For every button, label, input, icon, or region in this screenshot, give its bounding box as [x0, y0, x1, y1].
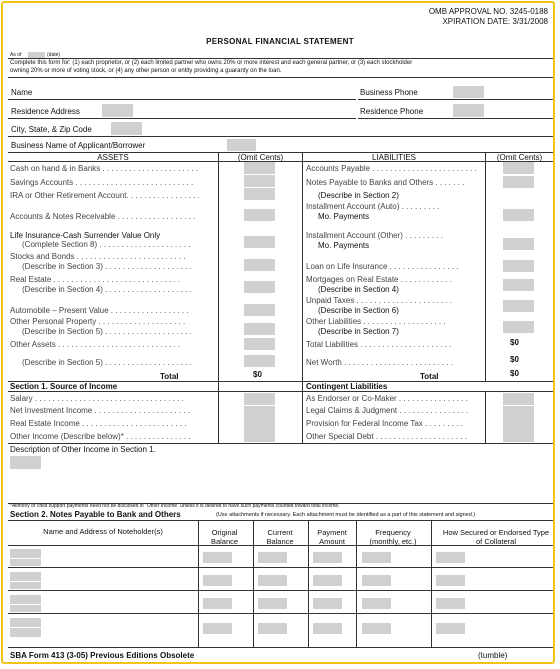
liability-other-label: Other Liabilities . . . . . . . . . . . . . . . . . . .	[306, 317, 446, 326]
business-phone-field[interactable]	[453, 86, 484, 98]
contingent-heading: Contingent Liabilities	[306, 382, 388, 391]
column-noteholder: Name and Address of Noteholder(s)	[43, 527, 163, 536]
liability-mortgages-note: (Describe in Section 4)	[318, 285, 399, 294]
payment-amount-field-4[interactable]	[313, 623, 342, 634]
omb-approval: OMB APPROVAL NO. 3245-0188	[428, 7, 548, 16]
asset-ira-field[interactable]	[244, 188, 275, 200]
liability-other-field[interactable]	[503, 321, 534, 333]
asset-automobile-field[interactable]	[244, 304, 275, 316]
liability-accounts-payable-label: Accounts Payable . . . . . . . . . . . . . . . . . . . . . . . .	[306, 164, 477, 173]
rule	[8, 613, 553, 614]
total-liabilities-label: Total Liabilities . . . . . . . . . . . . . . . . . . . . .	[306, 340, 452, 349]
current-balance-field-2[interactable]	[258, 575, 287, 586]
current-balance-field-4[interactable]	[258, 623, 287, 634]
asset-receivable-field[interactable]	[244, 209, 275, 221]
income-salary-field[interactable]	[244, 393, 275, 405]
rule	[8, 545, 553, 546]
income-real-estate-label: Real Estate Income . . . . . . . . . . . . . . . . . . . . . . . .	[10, 419, 187, 428]
assets-heading: ASSETS	[97, 153, 129, 162]
page-title: PERSONAL FINANCIAL STATEMENT	[206, 37, 354, 46]
asset-stocks-label: Stocks and Bonds . . . . . . . . . . . . . . . . . . . . . . . . .	[10, 252, 186, 261]
noteholder-field-2a[interactable]	[10, 572, 41, 581]
income-other-field[interactable]	[244, 430, 275, 442]
rule	[8, 590, 553, 591]
noteholder-field-3b[interactable]	[10, 605, 41, 612]
liability-other-payments-label: Mo. Payments	[318, 241, 370, 250]
liability-mortgages-field[interactable]	[503, 279, 534, 291]
noteholder-field-2b[interactable]	[10, 582, 41, 589]
business-phone-label: Business Phone	[360, 88, 418, 97]
asset-automobile-label: Automobile – Present Value . . . . . . . . . . . . . . . . . .	[10, 306, 189, 315]
asset-real-estate-note: (Describe in Section 4) . . . . . . . . . . . . . . . . . . . .	[22, 285, 192, 294]
expiration-date: XPIRATION DATE: 3/31/2008	[442, 17, 548, 26]
rule	[358, 99, 553, 100]
liability-installment-auto-label: Installment Account (Auto) . . . . . . . . .	[306, 202, 440, 211]
column-current-balance: Current Balance	[266, 528, 294, 546]
asset-ira-label: IRA or Other Retirement Account. . . . . . . . . . . . . . . . .	[10, 191, 200, 200]
liability-notes-payable-field[interactable]	[503, 176, 534, 188]
contingent-special-debt-label: Other Special Debt . . . . . . . . . . . . . . . . . . . . .	[306, 432, 467, 441]
assets-total-value: $0	[253, 370, 262, 379]
assets-omit-cents: (Omit Cents)	[237, 153, 284, 162]
city-state-zip-label: City, State, & Zip Code	[11, 125, 92, 134]
liability-accounts-payable-field[interactable]	[503, 162, 534, 174]
alimony-note: *Alimony or child support payments need not be disclosed in "Other Income" unless it is desired to have such payments counted toward total income.	[10, 503, 340, 509]
residence-address-field[interactable]	[102, 104, 133, 117]
liability-taxes-label: Unpaid Taxes . . . . . . . . . . . . . . . . . . . . . .	[306, 296, 453, 305]
asset-other-field[interactable]	[244, 338, 275, 350]
contingent-tax-field[interactable]	[503, 418, 534, 430]
original-balance-field-4[interactable]	[203, 623, 232, 634]
total-liabilities-value: $0	[510, 338, 519, 347]
asset-stocks-field[interactable]	[244, 259, 275, 271]
rule	[8, 77, 553, 78]
as-of-label: As of	[10, 52, 22, 58]
income-other-label: Other Income (Describe below)* . . . . . . . . . . . . . . .	[10, 432, 191, 441]
asset-other-field-2[interactable]	[244, 355, 275, 367]
frequency-field-4[interactable]	[362, 623, 391, 634]
liability-installment-other-label: Installment Account (Other) . . . . . . . . .	[306, 231, 443, 240]
original-balance-field-1[interactable]	[203, 552, 232, 563]
contingent-legal-field[interactable]	[503, 406, 534, 418]
net-worth-label: Net Worth . . . . . . . . . . . . . . . . . . . . . . . . .	[306, 358, 453, 367]
residence-phone-field[interactable]	[453, 104, 484, 117]
asset-savings-label: Savings Accounts . . . . . . . . . . . . . . . . . . . . . . . . . . .	[10, 178, 194, 187]
noteholder-field-1a[interactable]	[10, 549, 41, 558]
asset-stocks-note: (Describe in Section 3) . . . . . . . . . . . . . . . . . . . .	[22, 262, 192, 271]
liability-other-installment-field[interactable]	[503, 238, 534, 250]
column-divider	[253, 520, 254, 647]
rule	[8, 136, 553, 137]
asset-personal-property-field[interactable]	[244, 323, 275, 335]
liabilities-total-label: Total	[420, 372, 439, 381]
asset-real-estate-label: Real Estate . . . . . . . . . . . . . . . . . . . . . . . . . . . . .	[10, 275, 181, 284]
liabilities-heading: LIABILITIES	[371, 153, 417, 162]
column-original-balance: Original Balance	[210, 528, 239, 546]
date-hint: (date)	[47, 52, 61, 58]
income-real-estate-field[interactable]	[244, 418, 275, 430]
liability-taxes-field[interactable]	[503, 300, 534, 312]
collateral-field-4[interactable]	[436, 623, 465, 634]
assets-total-label: Total	[160, 372, 179, 381]
noteholder-field-4b[interactable]	[10, 628, 41, 637]
liability-life-loan-field[interactable]	[503, 260, 534, 272]
liability-notes-payable-note: (Describe in Section 2)	[318, 191, 399, 200]
rule	[8, 443, 553, 444]
income-investment-field[interactable]	[244, 406, 275, 418]
section-2-note: (Use attachments if necessary. Each attachment must be identified as a part of this statement and signed.)	[216, 512, 476, 518]
asset-savings-field[interactable]	[244, 175, 275, 187]
business-name-field[interactable]	[227, 139, 256, 151]
asset-receivable-label: Accounts & Notes Receivable . . . . . . . . . . . . . . . . . .	[10, 212, 196, 221]
asset-cash-field[interactable]	[244, 162, 275, 174]
liability-life-loan-label: Loan on Life Insurance . . . . . . . . . . . . . . . .	[306, 262, 459, 271]
income-investment-label: Net Investment Income . . . . . . . . . . . . . . . . . . . . . .	[10, 406, 191, 415]
original-balance-field-3[interactable]	[203, 598, 232, 609]
column-divider	[485, 391, 486, 443]
column-divider	[302, 152, 303, 381]
liability-auto-payments-label: Mo. Payments	[318, 212, 370, 221]
current-balance-field-3[interactable]	[258, 598, 287, 609]
payment-amount-field-1[interactable]	[313, 552, 342, 563]
residence-phone-label: Residence Phone	[360, 107, 424, 116]
section-2-heading: Section 2. Notes Payable to Bank and Others	[10, 510, 181, 519]
asset-real-estate-field[interactable]	[244, 281, 275, 293]
noteholder-field-3a[interactable]	[10, 595, 41, 604]
form-identifier: SBA Form 413 (3-05) Previous Editions Obsolete	[10, 651, 195, 660]
column-divider	[308, 520, 309, 647]
asset-other-label: Other Assets . . . . . . . . . . . . . . . . . . . . . . . . . . . .	[10, 340, 181, 349]
contingent-endorser-field[interactable]	[503, 393, 534, 405]
contingent-endorser-label: As Endorser or Co-Maker . . . . . . . . . . . . . . . .	[306, 394, 468, 403]
frequency-field-3[interactable]	[362, 598, 391, 609]
city-state-zip-field[interactable]	[111, 122, 142, 135]
collateral-field-2[interactable]	[436, 575, 465, 586]
frequency-field-2[interactable]	[362, 575, 391, 586]
payment-amount-field-3[interactable]	[313, 598, 342, 609]
noteholder-field-4a[interactable]	[10, 618, 41, 627]
other-income-description-label: Description of Other Income in Section 1.	[10, 445, 156, 454]
section-1-heading: Section 1. Source of Income	[10, 382, 118, 391]
column-collateral: How Secured or Endorsed Type of Collateral	[442, 528, 550, 546]
frequency-field-1[interactable]	[362, 552, 391, 563]
liability-other-note: (Describe in Section 7)	[318, 327, 399, 336]
rule	[8, 520, 553, 521]
tumble-note: (tumble)	[478, 651, 508, 660]
contingent-special-debt-field[interactable]	[503, 430, 534, 442]
rule	[8, 647, 553, 648]
collateral-field-3[interactable]	[436, 598, 465, 609]
name-label: Name	[11, 88, 33, 97]
asset-life-insurance-label: Life Insurance-Cash Surrender Value Only	[10, 231, 161, 240]
asset-cash-label: Cash on hand & in Banks . . . . . . . . . . . . . . . . . . . . . .	[10, 164, 199, 173]
income-salary-label: Salary . . . . . . . . . . . . . . . . . . . . . . . . . . . . . . . . . .	[10, 394, 184, 403]
contingent-legal-label: Legal Claims & Judgment . . . . . . . . . . . . . . . .	[306, 406, 469, 415]
column-divider	[218, 152, 219, 381]
intro-line-1: Complete this form for: (1) each proprietor, or (2) each limited partner who owns 20% or more interest and each general partner, or (3) each stockholder	[10, 60, 413, 66]
business-name-label: Business Name of Applicant/Borrower	[11, 141, 146, 150]
rule	[8, 567, 553, 568]
rule	[8, 118, 356, 119]
liabilities-omit-cents: (Omit Cents)	[496, 153, 543, 162]
liabilities-total-value: $0	[510, 369, 519, 378]
asset-life-insurance-note: (Complete Section 8) . . . . . . . . . . . . . . . . . . . . .	[22, 240, 191, 249]
collateral-field-1[interactable]	[436, 552, 465, 563]
asset-personal-property-label: Other Personal Property . . . . . . . . . . . . . . . . . . . .	[10, 317, 186, 326]
rule	[8, 58, 553, 59]
column-divider	[485, 152, 486, 381]
net-worth-value: $0	[510, 355, 519, 364]
contingent-tax-label: Provision for Federal Income Tax . . . . . . . . .	[306, 419, 463, 428]
intro-line-2: owning 20% or more of voting stock, or (4) any other person or entity providing a guaranty on the loan.	[10, 68, 282, 74]
rule	[358, 118, 553, 119]
column-divider	[218, 381, 219, 443]
current-balance-field-1[interactable]	[258, 552, 287, 563]
payment-amount-field-2[interactable]	[313, 575, 342, 586]
column-divider	[431, 520, 432, 647]
other-income-description-field[interactable]	[10, 456, 41, 469]
column-divider	[302, 381, 303, 443]
column-payment-amount: Payment Amount	[317, 528, 347, 546]
asset-personal-property-note: (Describe in Section 5) . . . . . . . . . . . . . . . . . . . .	[22, 327, 192, 336]
liability-notes-payable-label: Notes Payable to Banks and Others . . . . . . .	[306, 178, 465, 187]
column-divider	[356, 520, 357, 647]
asset-life-insurance-field[interactable]	[244, 236, 275, 248]
original-balance-field-2[interactable]	[203, 575, 232, 586]
residence-address-label: Residence Address	[11, 107, 80, 116]
column-frequency: Frequency (monthly, etc.)	[369, 528, 417, 546]
noteholder-field-1b[interactable]	[10, 559, 41, 566]
rule	[8, 99, 356, 100]
liability-taxes-note: (Describe in Section 6)	[318, 306, 399, 315]
liability-auto-field[interactable]	[503, 209, 534, 221]
column-divider	[198, 520, 199, 647]
asset-other-note: (Describe in Section 5) . . . . . . . . . . . . . . . . . . . .	[22, 358, 192, 367]
liability-mortgages-label: Mortgages on Real Estate . . . . . . . . . . . .	[306, 275, 452, 284]
